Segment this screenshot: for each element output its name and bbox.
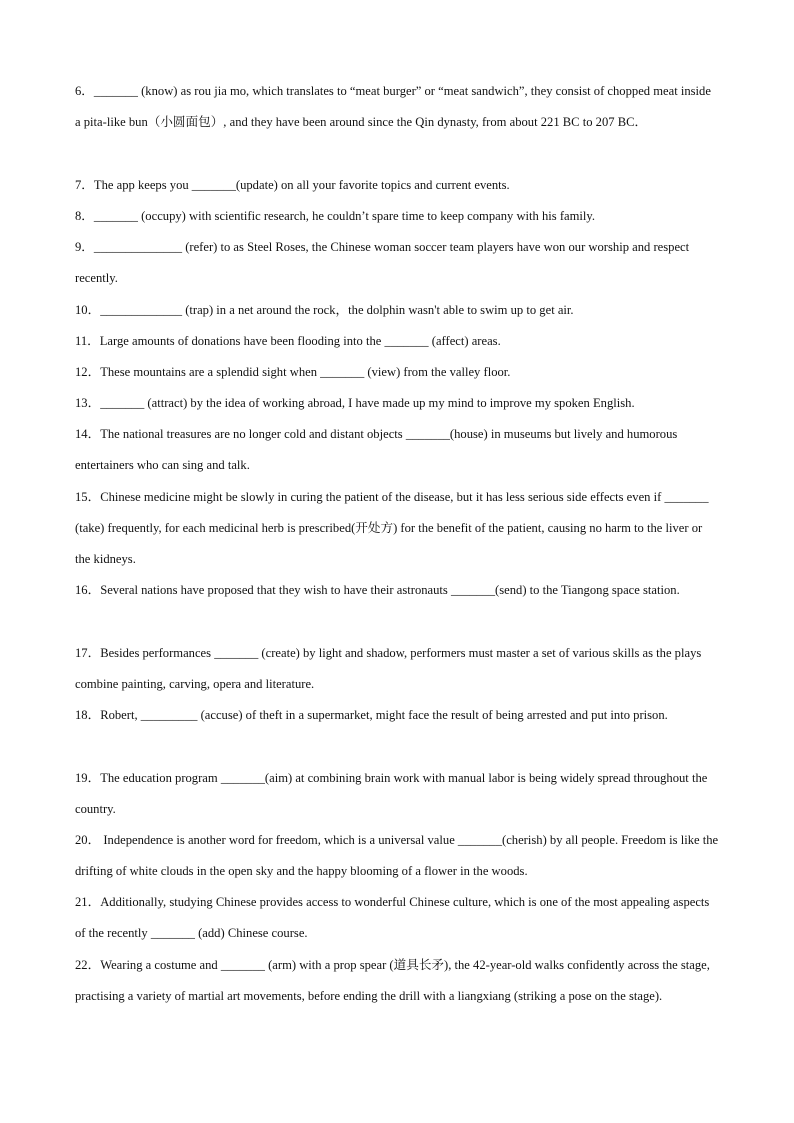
question-18: 18．Robert, _________ (accuse) of theft in a supermarket, might face the result of being arrested and put into prison. [75, 708, 668, 722]
question-22: 22．Wearing a costume and _______ (arm) with a prop spear (道具长矛), the 42-year-old walks confidently across the stage, practising a variety of martial art movements, before ending the drill with a liangxiang (striking a pose on the stage). [75, 958, 710, 1004]
question-14: 14．The national treasures are no longer cold and distant objects _______(house) in museums but lively and humorous entertainers who can sing and talk. [75, 427, 678, 473]
question-11: 11．Large amounts of donations have been flooding into the _______ (affect) areas. [75, 334, 501, 348]
question-6: 6．_______ (know) as rou jia mo, which translates to “meat burger” or “meat sandwich”, they consist of chopped meat inside a pita-like bun（小圆面包）, and they have been around since the Qin dynasty, from about 221 BC to 207 BC． [75, 84, 711, 130]
question-8: 8．_______ (occupy) with scientific research, he couldn’t spare time to keep company with his family. [75, 209, 596, 223]
question-9: 9．______________ (refer) to as Steel Roses, the Chinese woman soccer team players have won our worship and respect recently. [75, 240, 690, 286]
question-20: 20． Independence is another word for freedom, which is a universal value _______(cherish) by all people. Freedom is like the drifting of white clouds in the open sky and the happy blooming of a flower in the woods. [75, 833, 719, 879]
question-21: 21．Additionally, studying Chinese provides access to wonderful Chinese culture, which is one of the most appealing aspects of the recently _______ (add) Chinese course. [75, 895, 710, 941]
question-17: 17．Besides performances _______ (create) by light and shadow, performers must master a set of various skills as the plays combine painting, carving, opera and literature. [75, 646, 702, 692]
question-13: 13．_______ (attract) by the idea of working abroad, I have made up my mind to improve my spoken English. [75, 396, 635, 410]
question-7: 7．The app keeps you _______(update) on all your favorite topics and current events. [75, 178, 510, 192]
question-12: 12．These mountains are a splendid sight when _______ (view) from the valley floor. [75, 365, 511, 379]
question-19: 19．The education program _______(aim) at combining brain work with manual labor is being widely spread throughout the country. [75, 771, 708, 817]
question-15: 15．Chinese medicine might be slowly in curing the patient of the disease, but it has less serious side effects even if _______ (take) frequently, for each medicinal herb is prescribed(开处方) for the benefit of the patient, causing no harm to the liver or the kidneys. [75, 490, 709, 567]
question-16: 16．Several nations have proposed that they wish to have their astronauts _______(send) to the Tiangong space station. [75, 583, 680, 597]
question-10: 10．_____________ (trap) in a net around the rock，the dolphin wasn't able to swim up to get air. [75, 303, 574, 317]
